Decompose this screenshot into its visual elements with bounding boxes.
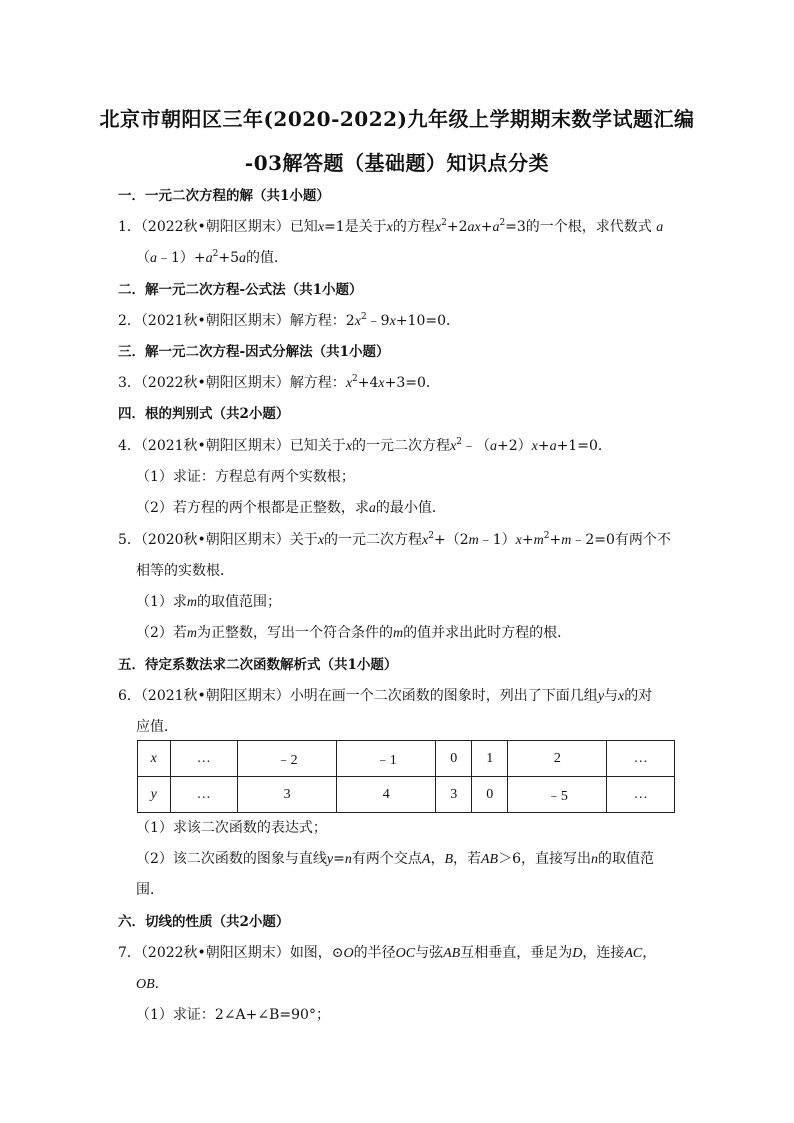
question-5-part-1: （1）求m的取值范围；: [136, 594, 282, 610]
question-5-line-1: 5．（2020秋•朝阳区期末）关于x的一元二次方程$x^2+(2m﹣1)x+m^2+m﹣2=0$有两个不: [118, 531, 671, 548]
table-row: [138, 741, 675, 777]
value-table: [137, 740, 675, 813]
question-6-line-end: 围．: [136, 882, 164, 898]
question-5-line-2: 相等的实数根．: [136, 563, 234, 579]
question-6-line-1: 6．（2021秋•朝阳区期末）小明在画一个二次函数的图象时，列出了下面几组y与x的对: [118, 688, 653, 704]
question-4-part-2: （2）若方程的两个根都是正整数，求a的最小值．: [136, 500, 446, 516]
question-2: 2．（2021秋•朝阳区期末）解方程：$2x^2﹣9x+10=0$．: [118, 312, 461, 329]
question-7-line-1: 7．（2022秋•朝阳区期末）如图，⊙O的半径OC与弦AB互相垂直，垂足为D，连接AC，: [118, 945, 657, 961]
question-3: 3．（2022秋•朝阳区期末）解方程：$x^2+4x+3=0$．: [118, 374, 440, 391]
table-row: [138, 777, 675, 813]
table-cell: 0: [472, 777, 508, 813]
table-cell: ﹣1: [337, 741, 436, 777]
table-cell: 0: [436, 741, 472, 777]
table-cell: …: [170, 777, 238, 813]
section-heading-2: 二．解一元二次方程-公式法（共1小题）: [118, 282, 363, 298]
table-cell: x: [138, 741, 171, 777]
section-heading-5: 五．待定系数法求二次函数解析式（共1小题）: [118, 657, 398, 673]
table-cell: 4: [337, 777, 436, 813]
table-cell: 2: [508, 741, 607, 777]
table-cell: …: [170, 741, 238, 777]
table-cell: 1: [472, 741, 508, 777]
table-cell: 3: [436, 777, 472, 813]
section-heading-4: 四．根的判别式（共2小题）: [118, 406, 290, 422]
question-1-line-2: $(a﹣1)+a^2+5a$的值．: [136, 249, 289, 266]
question-4-line-1: 4．（2021秋•朝阳区期末）已知关于x的一元二次方程$x^2﹣(a+2)x+a+1=0$．: [118, 437, 612, 454]
section-heading-6: 六．切线的性质（共2小题）: [118, 914, 290, 930]
document-title-line-1: 北京市朝阳区三年(2020-2022)九年级上学期期末数学试题汇编: [99, 107, 695, 131]
document-title-line-2: -03解答题（基础题）知识点分类: [244, 151, 550, 175]
table-cell: y: [138, 777, 171, 813]
question-1-line-1: 1．（2022秋•朝阳区期末）已知x=1是关于x的方程$x^2+2ax+a^2=3$的一个根，求代数式 a: [118, 218, 664, 235]
table-cell: ﹣2: [238, 741, 337, 777]
question-7-line-2: OB．: [136, 976, 169, 992]
section-heading-1: 一．一元二次方程的解（共1小题）: [118, 188, 330, 204]
table-cell: 3: [238, 777, 337, 813]
question-6-part-2: （2）该二次函数的图象与直线y=n有两个交点A，B，若AB＞6，直接写出n的取值范: [136, 851, 655, 867]
question-4-part-1: （1）求证：方程总有两个实数根；: [136, 469, 355, 485]
table-cell: …: [607, 777, 675, 813]
question-6-part-1: （1）求该二次函数的表达式；: [136, 820, 327, 836]
table-cell: ﹣5: [508, 777, 607, 813]
question-6-line-2: 应值．: [136, 719, 178, 735]
question-5-part-2: （2）若m为正整数，写出一个符合条件的m的值并求出此时方程的根．: [136, 625, 572, 641]
table-cell: …: [607, 741, 675, 777]
question-7-part-1: （1）求证：2∠A+∠B=90°；: [136, 1007, 330, 1023]
section-heading-3: 三．解一元二次方程-因式分解法（共1小题）: [118, 344, 390, 360]
